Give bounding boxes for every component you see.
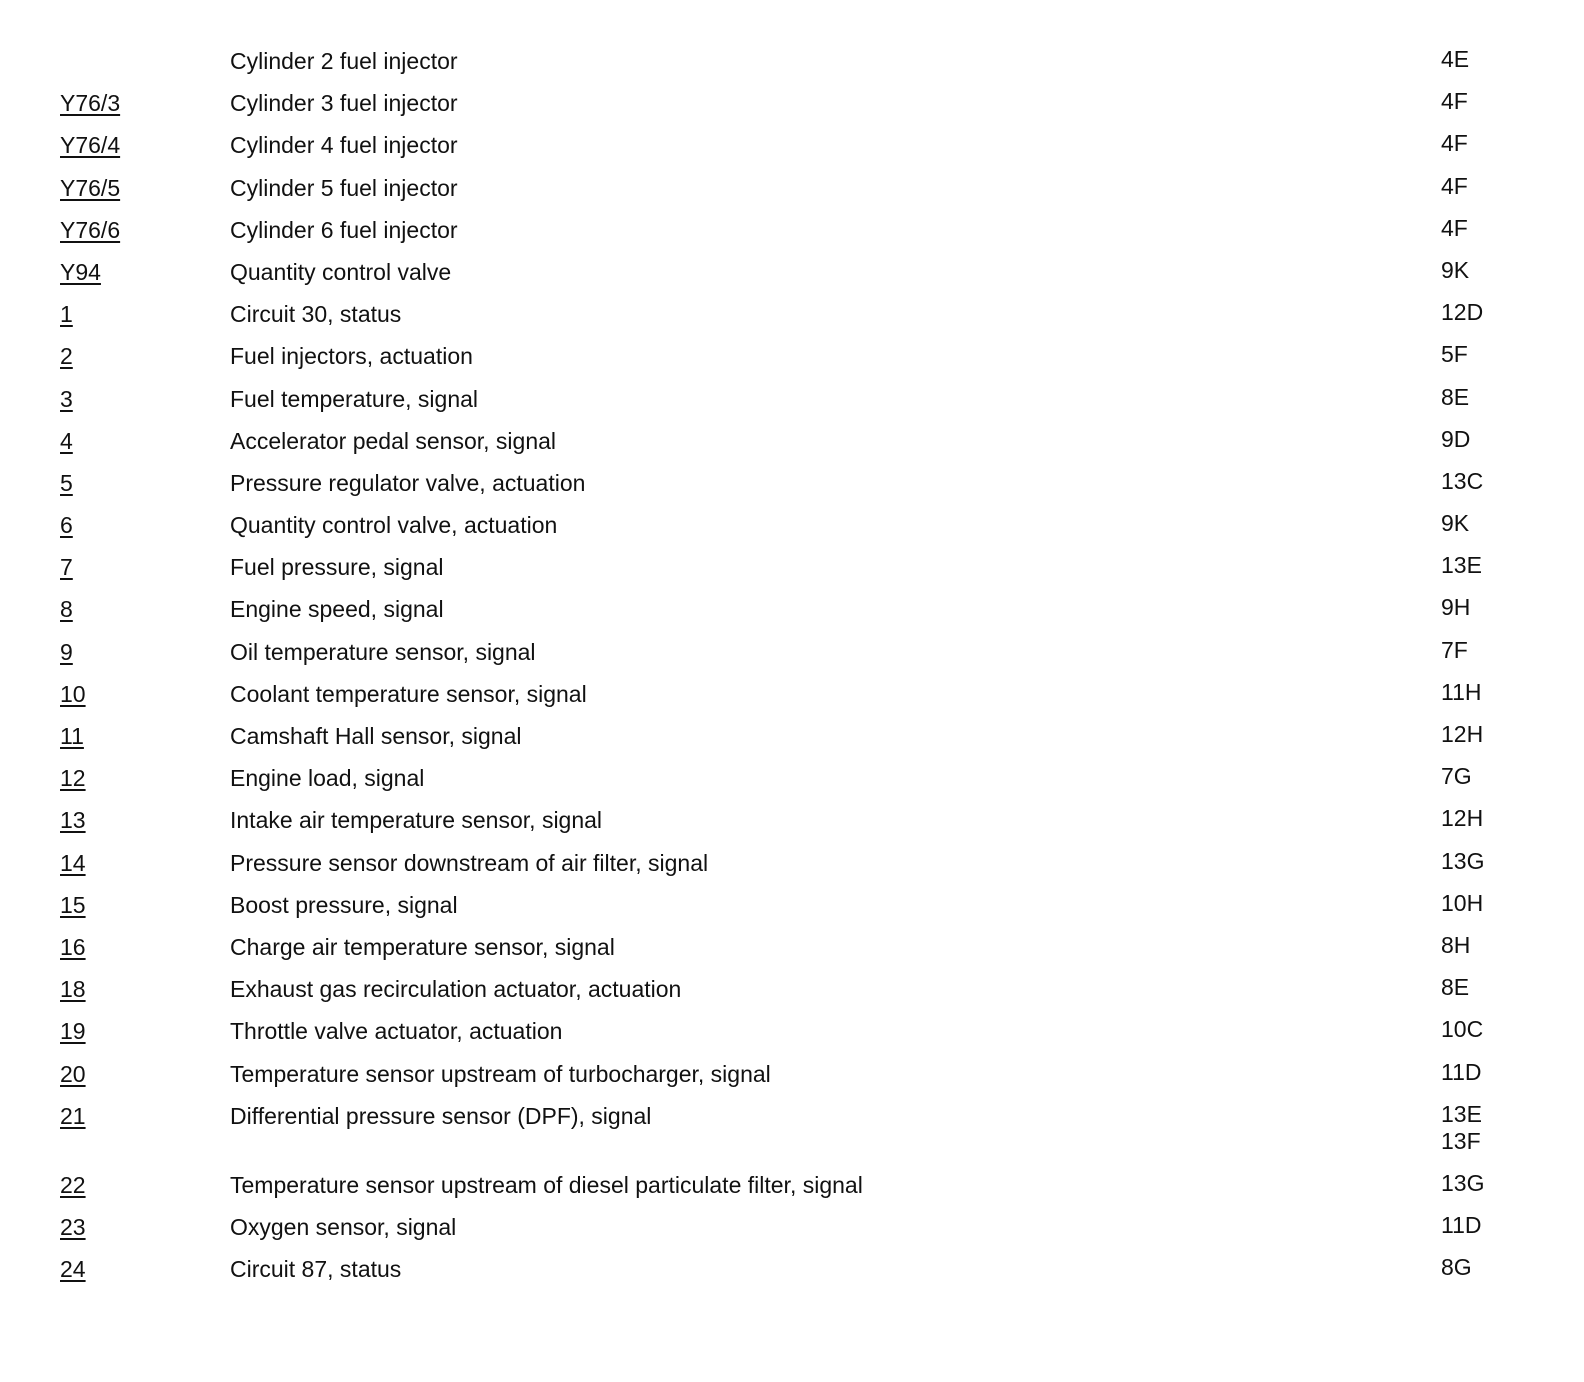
grid-reference-value: 13E xyxy=(1441,1100,1482,1127)
component-description: Temperature sensor upstream of diesel particulate filter, signal xyxy=(230,1171,863,1198)
component-description: Cylinder 4 fuel injector xyxy=(230,132,458,159)
component-code-link[interactable]: 7 xyxy=(60,554,73,581)
grid-reference xyxy=(1441,46,1469,73)
grid-reference xyxy=(1441,721,1483,748)
grid-reference-value: 9H xyxy=(1441,594,1471,621)
grid-reference-value: 12D xyxy=(1441,299,1484,326)
component-code-link[interactable]: 10 xyxy=(60,680,86,707)
grid-reference-value: 5F xyxy=(1441,341,1468,368)
legend-row xyxy=(0,1053,1584,1095)
component-description: Oil temperature sensor, signal xyxy=(230,638,536,665)
component-code-link[interactable]: Y94 xyxy=(60,258,101,285)
legend-row xyxy=(0,588,1584,630)
component-description: Cylinder 2 fuel injector xyxy=(230,48,458,74)
legend-row xyxy=(0,715,1584,757)
grid-reference-value: 10C xyxy=(1441,1016,1484,1043)
component-code-link[interactable]: 4 xyxy=(60,427,73,454)
component-code-link[interactable]: 5 xyxy=(60,469,73,496)
grid-reference xyxy=(1441,299,1483,326)
grid-reference xyxy=(1441,510,1469,537)
legend-row xyxy=(0,546,1584,588)
component-code-link[interactable]: Y76/6 xyxy=(60,216,121,243)
component-description: Pressure regulator valve, actuation xyxy=(230,469,586,496)
component-code-link[interactable]: 22 xyxy=(60,1171,86,1198)
legend-row xyxy=(0,1248,1584,1290)
legend-row xyxy=(0,251,1584,293)
grid-reference-value: 13E xyxy=(1441,552,1482,579)
component-description: Quantity control valve xyxy=(230,258,452,285)
legend-row xyxy=(0,842,1584,884)
grid-reference xyxy=(1441,215,1468,242)
legend-row xyxy=(0,1010,1584,1052)
component-code-link[interactable]: 14 xyxy=(60,849,86,876)
component-code-link[interactable]: 2 xyxy=(60,343,73,370)
component-description: Cylinder 5 fuel injector xyxy=(230,174,458,201)
component-code-link[interactable]: 20 xyxy=(60,1060,86,1087)
grid-reference xyxy=(1441,974,1469,1001)
grid-reference xyxy=(1441,552,1482,579)
legend-row xyxy=(0,293,1584,335)
legend-row xyxy=(0,757,1584,799)
grid-reference-value: 13G xyxy=(1441,847,1485,874)
component-code-link[interactable]: 15 xyxy=(60,891,86,918)
grid-reference-value: 9D xyxy=(1441,425,1471,452)
grid-reference xyxy=(1441,594,1470,621)
legend-row xyxy=(0,167,1584,209)
component-description: Charge air temperature sensor, signal xyxy=(230,933,615,960)
component-code-link[interactable]: 16 xyxy=(60,933,86,960)
legend-row xyxy=(0,209,1584,251)
grid-reference xyxy=(1441,890,1483,917)
component-code-link[interactable]: 19 xyxy=(60,1018,86,1045)
component-description: Intake air temperature sensor, signal xyxy=(230,807,603,834)
component-description: Fuel temperature, signal xyxy=(230,385,479,412)
component-code-link[interactable]: 24 xyxy=(60,1256,86,1283)
component-description: Camshaft Hall sensor, signal xyxy=(230,723,522,749)
grid-reference-value: 9K xyxy=(1441,256,1470,283)
grid-reference xyxy=(1441,1059,1482,1086)
legend-row xyxy=(0,1095,1584,1164)
component-description: Oxygen sensor, signal xyxy=(230,1213,457,1240)
legend-row xyxy=(0,378,1584,420)
component-description: Cylinder 3 fuel injector xyxy=(230,90,458,117)
grid-reference-value: 4F xyxy=(1441,88,1468,115)
component-code-link[interactable]: 9 xyxy=(60,638,73,665)
grid-reference-value: 8E xyxy=(1441,383,1470,410)
grid-reference xyxy=(1441,805,1483,832)
component-description: Boost pressure, signal xyxy=(230,891,458,918)
component-code-link[interactable]: 6 xyxy=(60,512,73,539)
legend-row xyxy=(0,504,1584,546)
legend-row xyxy=(0,968,1584,1010)
grid-reference-value: 11D xyxy=(1441,1058,1482,1085)
grid-reference-value: 7F xyxy=(1441,636,1468,663)
grid-reference-value: 12H xyxy=(1441,805,1484,832)
grid-reference xyxy=(1441,426,1470,453)
component-description: Exhaust gas recirculation actuator, actuation xyxy=(230,976,682,1003)
component-description: Cylinder 6 fuel injector xyxy=(230,216,458,243)
component-legend-table xyxy=(0,40,1584,1290)
component-code-link[interactable]: Y76/4 xyxy=(60,132,121,159)
grid-reference-value: 13G xyxy=(1441,1169,1485,1196)
component-description: Pressure sensor downstream of air filter, signal xyxy=(230,849,709,876)
legend-row xyxy=(0,335,1584,377)
grid-reference-value: 12H xyxy=(1441,721,1484,747)
grid-reference-value: 11H xyxy=(1441,678,1482,705)
grid-reference-value: 4F xyxy=(1441,172,1468,199)
legend-row xyxy=(0,462,1584,504)
grid-reference-value: 13F xyxy=(1441,1127,1481,1154)
legend-row xyxy=(0,1164,1584,1206)
grid-reference xyxy=(1441,341,1468,368)
component-description: Engine speed, signal xyxy=(230,596,444,623)
legend-row xyxy=(0,926,1584,968)
grid-reference xyxy=(1441,1254,1472,1281)
grid-reference xyxy=(1441,763,1472,790)
grid-reference-value: 10H xyxy=(1441,889,1484,916)
legend-row xyxy=(0,1206,1584,1248)
grid-reference xyxy=(1441,848,1484,875)
grid-reference-value: 8G xyxy=(1441,1254,1472,1281)
component-code-link[interactable]: 18 xyxy=(60,976,86,1003)
grid-reference xyxy=(1441,130,1468,157)
component-description: Fuel injectors, actuation xyxy=(230,343,473,370)
grid-reference xyxy=(1441,88,1468,115)
grid-reference-value: 9K xyxy=(1441,510,1470,537)
component-description: Circuit 87, status xyxy=(230,1256,402,1283)
component-code-link[interactable]: 3 xyxy=(60,385,73,412)
grid-reference xyxy=(1441,637,1468,664)
component-code-link[interactable]: 11 xyxy=(60,723,84,749)
component-description: Fuel pressure, signal xyxy=(230,554,444,581)
legend-row xyxy=(0,40,1584,82)
grid-reference xyxy=(1441,257,1469,284)
grid-reference-value: 11D xyxy=(1441,1211,1482,1238)
grid-reference xyxy=(1441,1016,1483,1043)
grid-reference-value: 4F xyxy=(1441,214,1468,241)
grid-reference xyxy=(1441,1212,1482,1239)
grid-reference-value: 8E xyxy=(1441,974,1470,1001)
grid-reference-value: 8H xyxy=(1441,931,1471,958)
component-code-link[interactable]: 21 xyxy=(60,1102,86,1129)
grid-reference xyxy=(1441,384,1469,411)
component-description: Circuit 30, status xyxy=(230,301,402,328)
component-description: Temperature sensor upstream of turbocharger, signal xyxy=(230,1060,771,1087)
component-description: Differential pressure sensor (DPF), signal xyxy=(230,1102,652,1129)
legend-row xyxy=(0,124,1584,166)
component-code-link[interactable]: Y76/3 xyxy=(60,90,121,117)
component-description: Coolant temperature sensor, signal xyxy=(230,680,587,707)
component-code-link[interactable]: 1 xyxy=(60,301,73,328)
legend-row xyxy=(0,884,1584,926)
grid-reference-value: 4E xyxy=(1441,46,1470,72)
grid-reference xyxy=(1441,468,1483,495)
legend-row xyxy=(0,799,1584,841)
grid-reference-value: 13C xyxy=(1441,467,1484,494)
component-code-link[interactable]: 12 xyxy=(60,765,86,792)
component-description: Accelerator pedal sensor, signal xyxy=(230,427,557,454)
grid-reference-value: 4F xyxy=(1441,130,1468,157)
grid-reference xyxy=(1441,1170,1484,1197)
component-code-link[interactable]: 23 xyxy=(60,1213,86,1240)
component-code-link[interactable]: 8 xyxy=(60,596,73,623)
legend-row xyxy=(0,631,1584,673)
component-description: Throttle valve actuator, actuation xyxy=(230,1018,563,1045)
legend-row xyxy=(0,673,1584,715)
component-description: Engine load, signal xyxy=(230,765,425,792)
grid-reference-value: 7G xyxy=(1441,763,1472,790)
legend-row xyxy=(0,82,1584,124)
grid-reference xyxy=(1441,173,1468,200)
grid-reference xyxy=(1441,679,1482,706)
grid-reference xyxy=(1441,932,1470,959)
component-code-link[interactable]: Y76/5 xyxy=(60,174,121,201)
component-code-link[interactable]: 13 xyxy=(60,807,86,834)
legend-row xyxy=(0,420,1584,462)
grid-reference xyxy=(1441,1101,1482,1155)
component-description: Quantity control valve, actuation xyxy=(230,512,558,539)
